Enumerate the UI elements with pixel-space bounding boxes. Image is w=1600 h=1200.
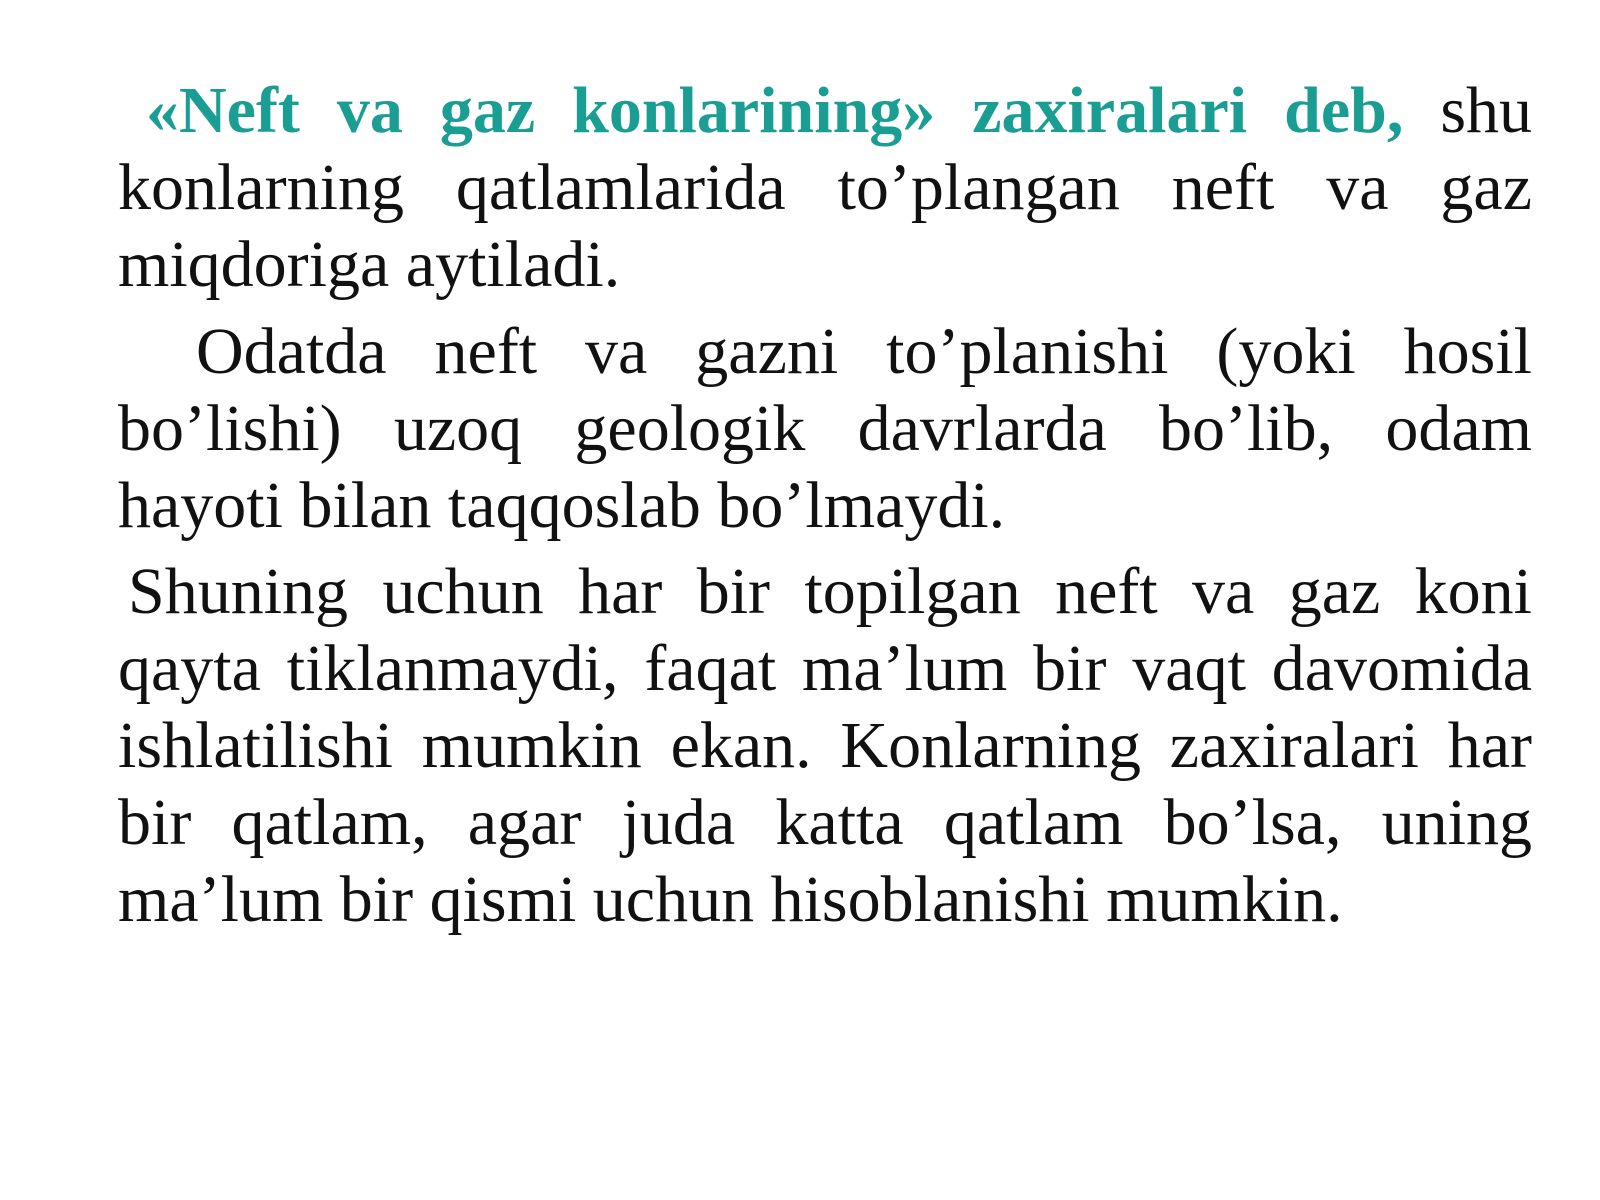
- paragraph-reserves: Shuning uchun har bir topilgan neft va gaz koni qayta tiklanmaydi, faqat ma’lum bir vaqt davomida ishlatilishi mumkin ekan. Konlarning zaxiralari har bir qatlam, agar juda katta qatlam bo’lsa, uning ma’lum bir qismi uchun hisoblanishi mumkin.: [118, 555, 1532, 936]
- paragraph-definition: [118, 72, 1532, 303]
- paragraph-formation: Odatda neft va gazni to’planishi (yoki hosil bo’lishi) uzoq geologik davrlarda bo’lib, odam hayoti bilan taqqoslab bo’lmaydi.: [118, 315, 1532, 542]
- slide-content: [118, 72, 1532, 938]
- definition-term: «Neft va gaz konlarining» zaxiralari deb,: [146, 74, 1404, 147]
- definition-text: shu konlarning qatlamlarida to’plangan neft va gaz miqdoriga aytiladi.: [118, 74, 1533, 301]
